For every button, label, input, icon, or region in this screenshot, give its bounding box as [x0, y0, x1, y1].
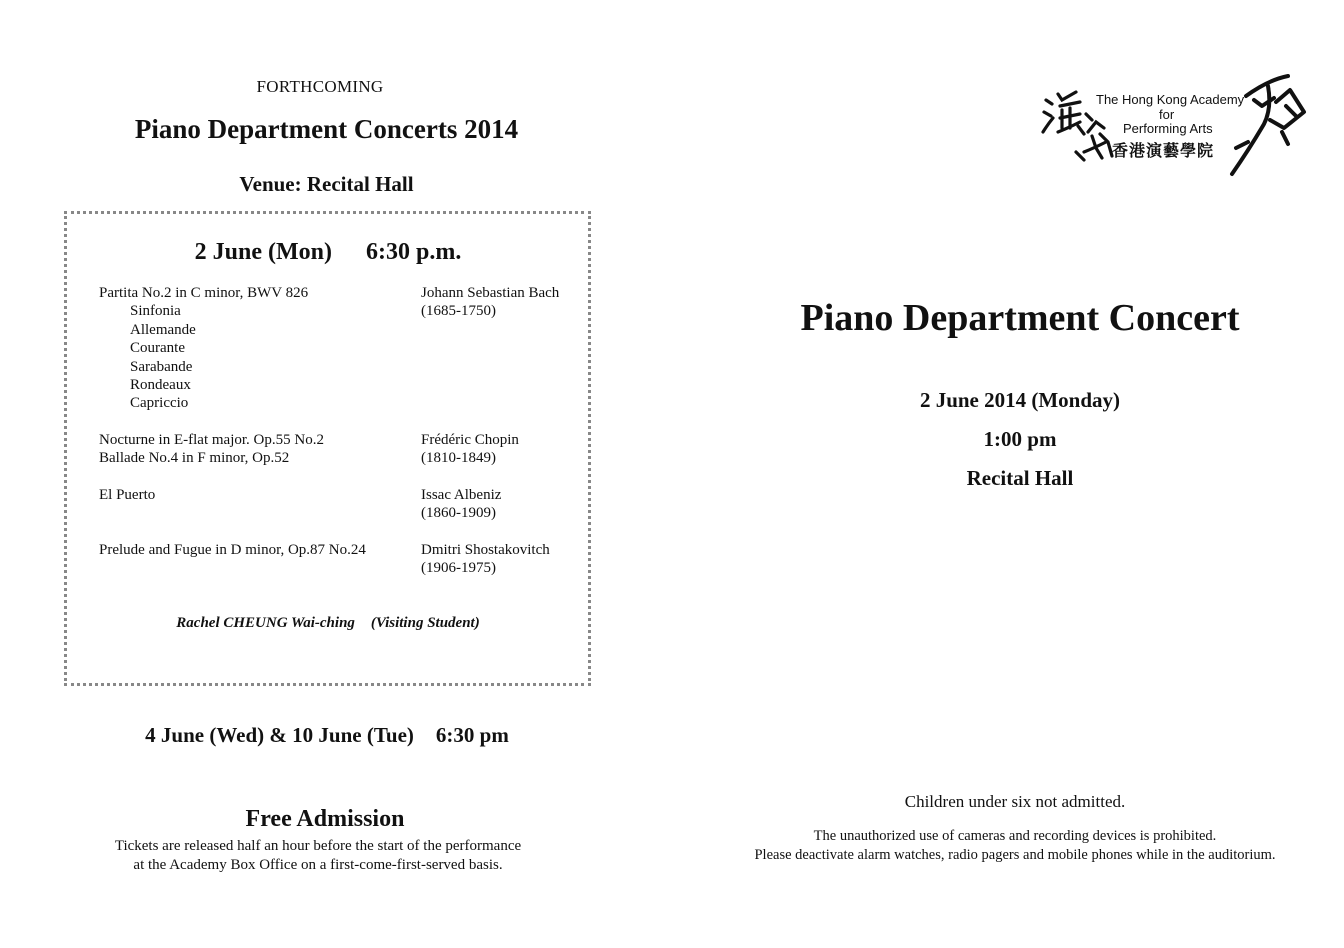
ticket-line: Tickets are released half an hour before the start of the performance: [114, 838, 522, 854]
notice-line: The unauthorized use of cameras and recording devices is prohibited.: [813, 828, 1217, 844]
movement: Sarabande: [130, 358, 193, 375]
composer-albeniz: [421, 486, 591, 523]
concert-series-title: Piano Department Concerts 2014: [134, 114, 519, 144]
ticket-info: [0, 837, 636, 875]
concert-title: Piano Department Concert: [800, 297, 1240, 339]
work-title: Prelude and Fugue in D minor, Op.87 No.24: [99, 542, 366, 558]
logo-text-cn: 香港演藝學院: [1112, 141, 1215, 160]
program-date: 2 June (Mon): [194, 239, 332, 265]
work-title: El Puerto: [99, 487, 156, 503]
ticket-line: at the Academy Box Office on a first-come-first-served basis.: [133, 857, 503, 873]
program-item-albeniz: [99, 486, 409, 504]
concert-venue: Recital Hall: [966, 466, 1074, 490]
logo-text-en-3: Performing Arts: [1123, 121, 1213, 136]
composer-years: (1685-1750): [421, 303, 496, 320]
logo-text-en-2: for: [1159, 107, 1175, 122]
concert-time: 1:00 pm: [983, 427, 1057, 451]
movement: Courante: [130, 340, 185, 357]
performer-line: [0, 615, 656, 632]
composer-chopin: [421, 431, 591, 468]
more-dates-heading: [0, 723, 654, 748]
logo-text-en-1: The Hong Kong Academy: [1096, 92, 1245, 107]
movement: Sinfonia: [130, 303, 181, 320]
composer-name: Johann Sebastian Bach: [421, 285, 560, 301]
venue-heading: Venue: Recital Hall: [239, 172, 414, 196]
performer-name: Rachel CHEUNG Wai-ching: [176, 615, 355, 631]
more-dates: 4 June (Wed) & 10 June (Tue): [145, 723, 414, 747]
concert-date: 2 June 2014 (Monday): [919, 388, 1121, 412]
composer-years: (1906-1975): [421, 560, 496, 577]
movement: Rondeaux: [130, 377, 191, 394]
composer-bach: [421, 284, 591, 321]
work-title: Partita No.2 in C minor, BWV 826: [99, 285, 309, 301]
program-time: 6:30 p.m.: [366, 239, 462, 265]
work-title: Ballade No.4 in F minor, Op.52: [99, 450, 290, 467]
program-date-heading: [0, 239, 656, 266]
composer-years: (1810-1849): [421, 450, 496, 467]
device-notice: [700, 827, 1330, 865]
composer-shostakovitch: [421, 541, 591, 578]
performer-note: (Visiting Student): [370, 615, 480, 631]
academy-logo: [1040, 72, 1308, 184]
more-time: 6:30 pm: [435, 723, 509, 747]
program-item-shostakovitch: [99, 541, 409, 559]
children-notice: Children under six not admitted.: [904, 792, 1126, 811]
forthcoming-label: FORTHCOMING: [256, 77, 384, 96]
composer-name: Issac Albeniz: [421, 487, 502, 503]
work-title: Nocturne in E-flat major. Op.55 No.2: [99, 432, 324, 448]
movement: Allemande: [130, 321, 196, 338]
free-admission-heading: Free Admission: [245, 806, 405, 832]
program-item-bach: [99, 284, 409, 413]
composer-name: Dmitri Shostakovitch: [421, 542, 550, 558]
composer-name: Frédéric Chopin: [421, 432, 519, 448]
composer-years: (1860-1909): [421, 505, 496, 522]
movement: Capriccio: [130, 395, 189, 412]
program-item-chopin: [99, 431, 409, 468]
notice-line: Please deactivate alarm watches, radio pagers and mobile phones while in the auditorium.: [754, 847, 1276, 863]
